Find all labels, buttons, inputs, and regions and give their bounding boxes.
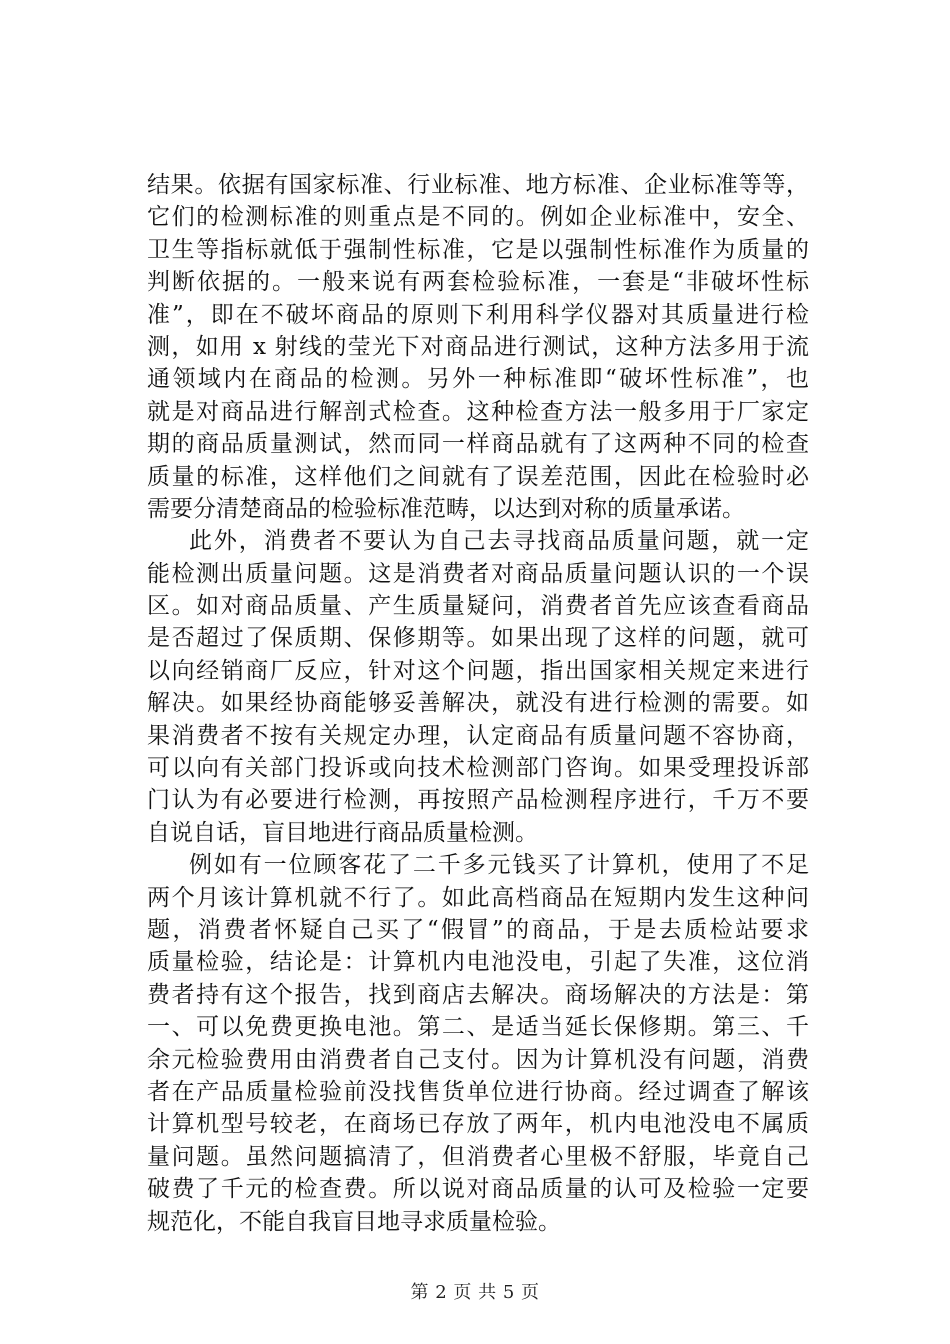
text-line: 它们的检测标准的则重点是不同的。例如企业标准中，安全、	[147, 204, 809, 231]
text-line: 以向经销商厂反应，针对这个问题，指出国家相关规定来进行	[147, 657, 809, 684]
paragraph-first-line: 例如有一位顾客花了二千多元钱买了计算机，使用了不足	[189, 852, 809, 879]
text-line: 可以向有关部门投诉或向技术检测部门咨询。如果受理投诉部	[147, 755, 809, 782]
text-line: 题，消费者怀疑自己买了“假冒”的商品，于是去质检站要求	[147, 916, 809, 943]
text-line: 一、可以免费更换电池。第二、是适当延长保修期。第三、千	[147, 1014, 809, 1041]
body-text	[147, 169, 809, 1238]
text-line: 费者持有这个报告，找到商店去解决。商场解决的方法是：第	[147, 981, 809, 1008]
text-line: 就是对商品进行解剖式检查。这种检查方法一般多用于厂家定	[147, 398, 809, 425]
text-line: 规范化，不能自我盲目地寻求质量检验。	[147, 1208, 561, 1235]
text-line: 能检测出质量问题。这是消费者对商品质量问题认识的一个误	[147, 560, 809, 587]
text-line: 量问题。虽然问题搞清了，但消费者心里极不舒服，毕竟自己	[147, 1143, 809, 1170]
text-line: 结果。依据有国家标准、行业标准、地方标准、企业标准等等，	[147, 172, 809, 198]
text-line: 破费了千元的检查费。所以说对商品质量的认可及检验一定要	[147, 1176, 809, 1203]
text-line: 准”，即在不破坏商品的原则下利用科学仪器对其质量进行检	[147, 301, 809, 328]
text-line: 需要分清楚商品的检验标准范畴，以达到对称的质量承诺。	[147, 495, 745, 522]
text-line: 卫生等指标就低于强制性标准，它是以强制性标准作为质量的	[147, 236, 809, 263]
text-line: 果消费者不按有关规定办理，认定商品有质量问题不容协商，	[147, 722, 809, 749]
text-line: 者在产品质量检验前没找售货单位进行协商。经过调查了解该	[147, 1078, 809, 1105]
text-line: 通领域内在商品的检测。另外一种标准即“破坏性标准”，也	[147, 366, 809, 393]
paragraph-first-line: 此外，消费者不要认为自己去寻找商品质量问题，就一定	[189, 528, 809, 555]
text-line: 质量的标准，这样他们之间就有了误差范围，因此在检验时必	[147, 463, 809, 490]
text-line: 是否超过了保质期、保修期等。如果出现了这样的问题，就可	[147, 625, 809, 652]
text-line: 区。如对商品质量、产生质量疑问，消费者首先应该查看商品	[147, 593, 809, 620]
text-line: 计算机型号较老，在商场已存放了两年，机内电池没电不属质	[147, 1111, 809, 1138]
page-number-footer: 第 2 页 共 5 页	[410, 1282, 540, 1303]
text-line: 解决。如果经协商能够妥善解决，就没有进行检测的需要。如	[147, 690, 809, 717]
text-line: 期的商品质量测试，然而同一样商品就有了这两种不同的检查	[147, 431, 809, 458]
text-line: 自说自话，盲目地进行商品质量检测。	[147, 819, 538, 846]
text-line: 测，如用 x 射线的莹光下对商品进行测试，这种方法多用于流	[147, 333, 809, 360]
text-line: 余元检验费用由消费者自己支付。因为计算机没有问题，消费	[147, 1046, 809, 1073]
text-line: 判断依据的。一般来说有两套检验标准，一套是“非破坏性标	[147, 269, 809, 296]
text-line: 两个月该计算机就不行了。如此高档商品在短期内发生这种问	[147, 884, 809, 911]
text-line: 质量检验，结论是：计算机内电池没电，引起了失准，这位消	[147, 949, 809, 976]
text-line: 门认为有必要进行检测，再按照产品检测程序进行，千万不要	[147, 787, 809, 814]
